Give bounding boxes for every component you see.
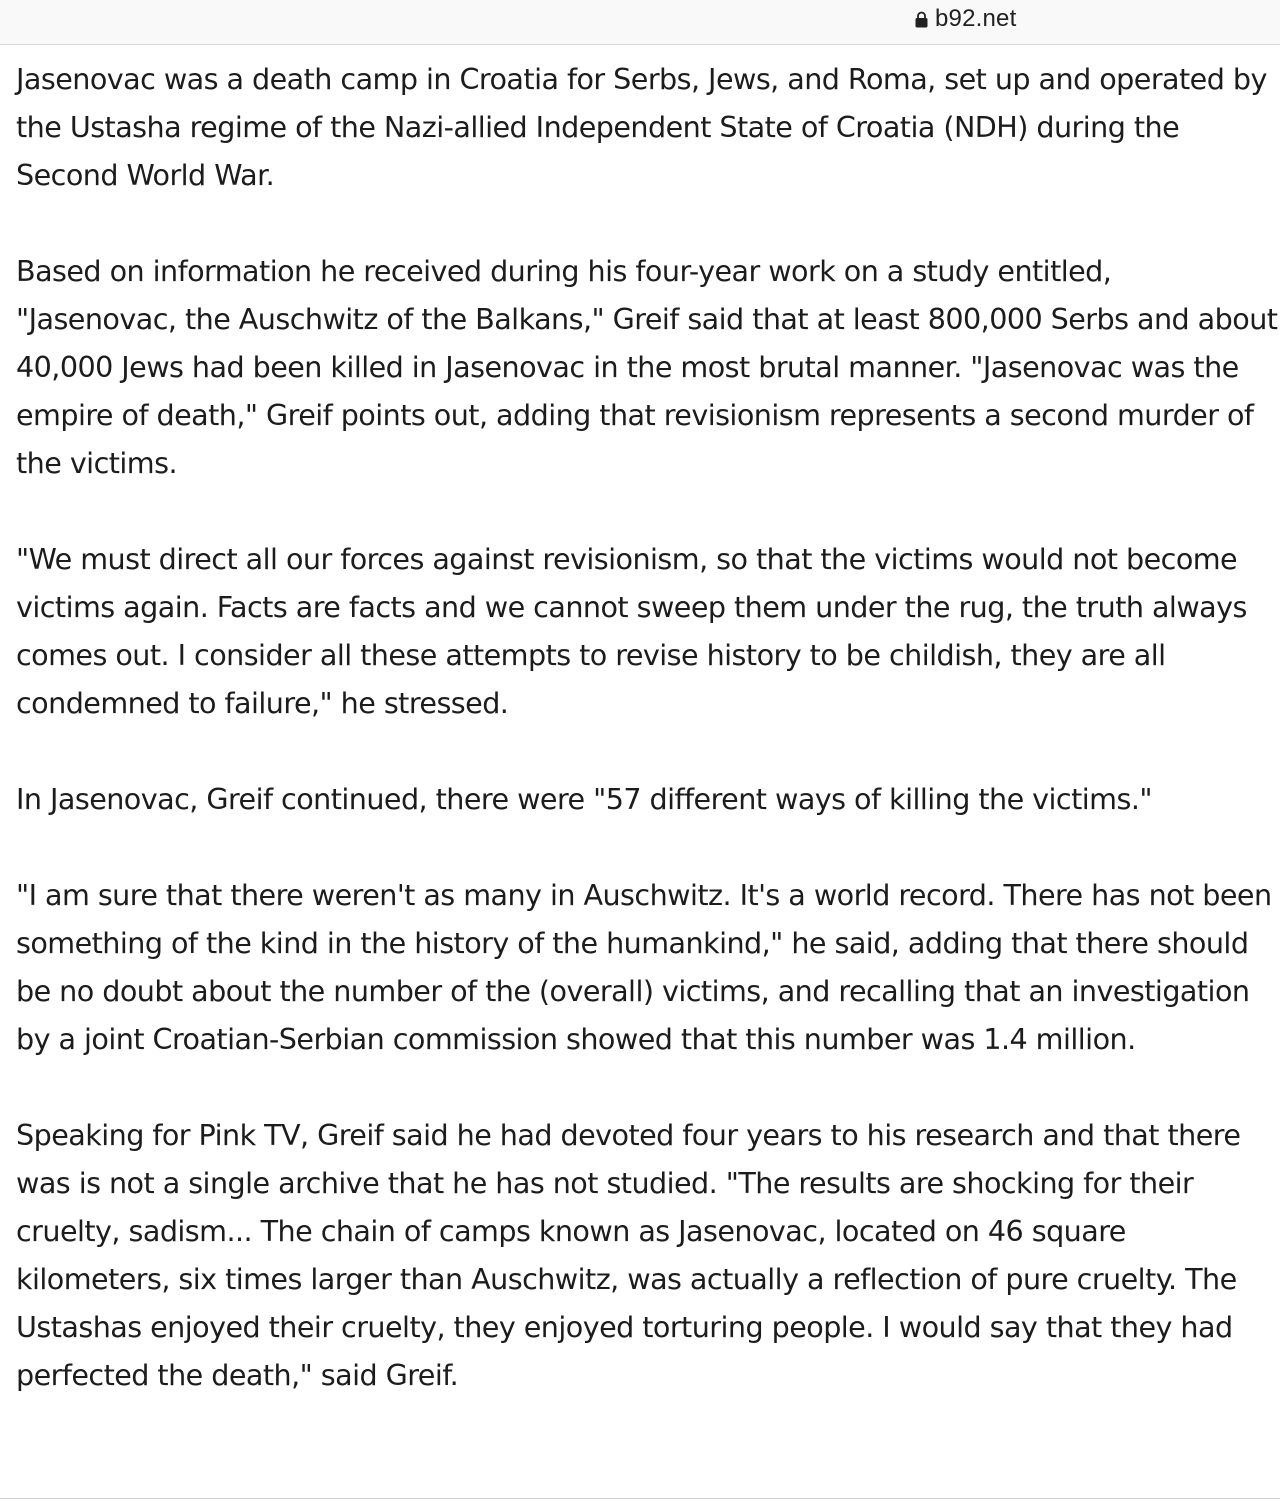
article-paragraph: In Jasenovac, Greif continued, there were "57 different ways of killing the victims.": [16, 782, 1152, 816]
article-paragraph: Speaking for Pink TV, Greif said he had devoted four years to his research and that there was is not a single archive that he has not studied. "The results are shocking for their cruelty, sadism... The chain of camps known as Jasenovac, located on 46 square kilometers, six times larger than Auschwitz, was actually a reflection of pure cruelty. The Ustashas enjoyed their cruelty, they enjoyed torturing people. I would say that they had perfected the death," said Greif.: [16, 1118, 1241, 1392]
article-paragraph: Based on information he received during his four-year work on a study entitled, "Jasenovac, the Auschwitz of the Balkans," Greif said that at least 800,000 Serbs and about 40,000 Jews had been killed in Jasenovac in the most brutal manner. "Jasenovac was the empire of death," Greif points out, adding that revisionism represents a second murder of the victims.: [16, 254, 1278, 480]
url-text: b92.net: [935, 5, 1017, 32]
article-paragraph: "I am sure that there weren't as many in Auschwitz. It's a world record. There has not been something of the kind in the history of the humankind," he said, adding that there should be no doubt about the number of the (overall) victims, and recalling that an investigation by a joint Croatian-Serbian commission showed that this number was 1.4 million.: [16, 878, 1272, 1056]
lock-icon: [915, 11, 928, 28]
article-paragraph: Jasenovac was a death camp in Croatia for Serbs, Jews, and Roma, set up and operated by the Ustasha regime of the Nazi-allied Independent State of Croatia (NDH) during the Second World War.: [16, 62, 1267, 192]
article-paragraph: "We must direct all our forces against revisionism, so that the victims would not become victims again. Facts are facts and we cannot sweep them under the rug, the truth always comes out. I consider all these attempts to revise history to be childish, they are all condemned to failure," he stressed.: [16, 542, 1247, 720]
article-body: [16, 55, 1278, 1447]
divider: [0, 1498, 1280, 1499]
browser-address-bar[interactable]: [0, 0, 1280, 45]
url-display[interactable]: [915, 6, 1016, 32]
